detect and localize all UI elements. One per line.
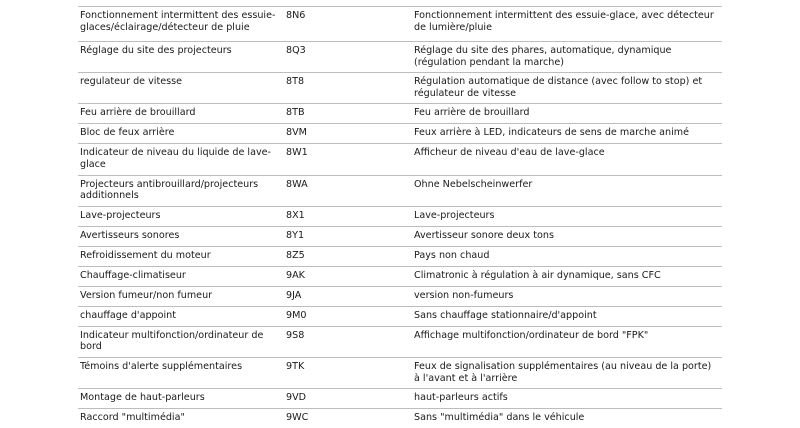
code-cell: 9M0 — [284, 306, 412, 326]
table-row — [78, 226, 722, 246]
table-row — [78, 357, 722, 388]
value-cell: Régulation automatique de distance (avec follow to stop) et régulateur de vitesse — [412, 73, 722, 104]
code-cell: 8N6 — [284, 7, 412, 42]
table-row — [78, 206, 722, 226]
table-row — [78, 389, 722, 409]
code-cell: 8VM — [284, 124, 412, 144]
feature-cell: Fonctionnement intermittent des essuie-glaces/éclairage/détecteur de pluie — [78, 7, 284, 42]
table-row — [78, 306, 722, 326]
feature-cell: Bloc de feux arrière — [78, 124, 284, 144]
feature-cell: Réglage du site des projecteurs — [78, 42, 284, 73]
code-cell: 9JA — [284, 286, 412, 306]
table-row — [78, 266, 722, 286]
code-cell: 9S8 — [284, 326, 412, 357]
feature-cell: Version fumeur/non fumeur — [78, 286, 284, 306]
feature-cell: Avertisseurs sonores — [78, 226, 284, 246]
table-row — [78, 73, 722, 104]
feature-cell: Montage de haut-parleurs — [78, 389, 284, 409]
value-cell: Lave-projecteurs — [412, 206, 722, 226]
code-cell: 9WC — [286, 412, 309, 424]
value-cell: Réglage du site des phares, automatique, dynamique (régulation pendant la marche) — [412, 42, 722, 73]
feature-cell: Refroidissement du moteur — [78, 246, 284, 266]
value-cell: Ohne Nebelscheinwerfer — [412, 175, 722, 206]
table-row — [78, 42, 722, 73]
code-cell: 8Q3 — [284, 42, 412, 73]
value-cell: Avertisseur sonore deux tons — [412, 226, 722, 246]
feature-cell: Projecteurs antibrouillard/projecteurs additionnels — [78, 175, 284, 206]
feature-cell: Indicateur multifonction/ordinateur de bord — [78, 326, 284, 357]
value-cell: Afficheur de niveau d'eau de lave-glace — [412, 144, 722, 175]
table-row — [78, 144, 722, 175]
code-cell: 8X1 — [284, 206, 412, 226]
code-cell: 8TB — [284, 104, 412, 124]
code-cell: 8T8 — [284, 73, 412, 104]
value-cell: Fonctionnement intermittent des essuie-glace, avec détecteur de lumière/pluie — [412, 7, 722, 42]
feature-cell: Témoins d'alerte supplémentaires — [78, 357, 284, 388]
code-cell: 9VD — [284, 389, 412, 409]
feature-cell: Raccord "multimédia" — [80, 412, 185, 424]
value-cell: Feux arrière à LED, indicateurs de sens de marche animé — [412, 124, 722, 144]
value-cell: Sans "multimédia" dans le véhicule — [414, 412, 585, 424]
table-row — [78, 175, 722, 206]
table-row — [78, 409, 722, 428]
code-cell: 9AK — [284, 266, 412, 286]
code-cell: 8Z5 — [284, 246, 412, 266]
table-row — [78, 124, 722, 144]
feature-cell: chauffage d'appoint — [78, 306, 284, 326]
equipment-options-table — [78, 0, 722, 428]
value-cell: Affichage multifonction/ordinateur de bord "FPK" — [412, 326, 722, 357]
value-cell: Feux de signalisation supplémentaires (au niveau de la porte) à l'avant et à l'arrière — [412, 357, 722, 388]
table-row — [78, 286, 722, 306]
table-row — [78, 326, 722, 357]
table-row — [78, 246, 722, 266]
value-cell: Pays non chaud — [412, 246, 722, 266]
value-cell: Feu arrière de brouillard — [412, 104, 722, 124]
value-cell: Climatronic à régulation à air dynamique, sans CFC — [412, 266, 722, 286]
value-cell: version non-fumeurs — [412, 286, 722, 306]
value-cell: Sans chauffage stationnaire/d'appoint — [412, 306, 722, 326]
table-row — [78, 7, 722, 42]
code-cell: 8W1 — [284, 144, 412, 175]
code-cell: 9TK — [284, 357, 412, 388]
feature-cell: Lave-projecteurs — [78, 206, 284, 226]
feature-cell: Feu arrière de brouillard — [78, 104, 284, 124]
table-row — [78, 104, 722, 124]
feature-cell: Chauffage-climatiseur — [78, 266, 284, 286]
code-cell: 8WA — [284, 175, 412, 206]
feature-cell: Indicateur de niveau du liquide de lave-glace — [78, 144, 284, 175]
value-cell: haut-parleurs actifs — [412, 389, 722, 409]
code-cell: 8Y1 — [284, 226, 412, 246]
feature-cell: regulateur de vitesse — [78, 73, 284, 104]
